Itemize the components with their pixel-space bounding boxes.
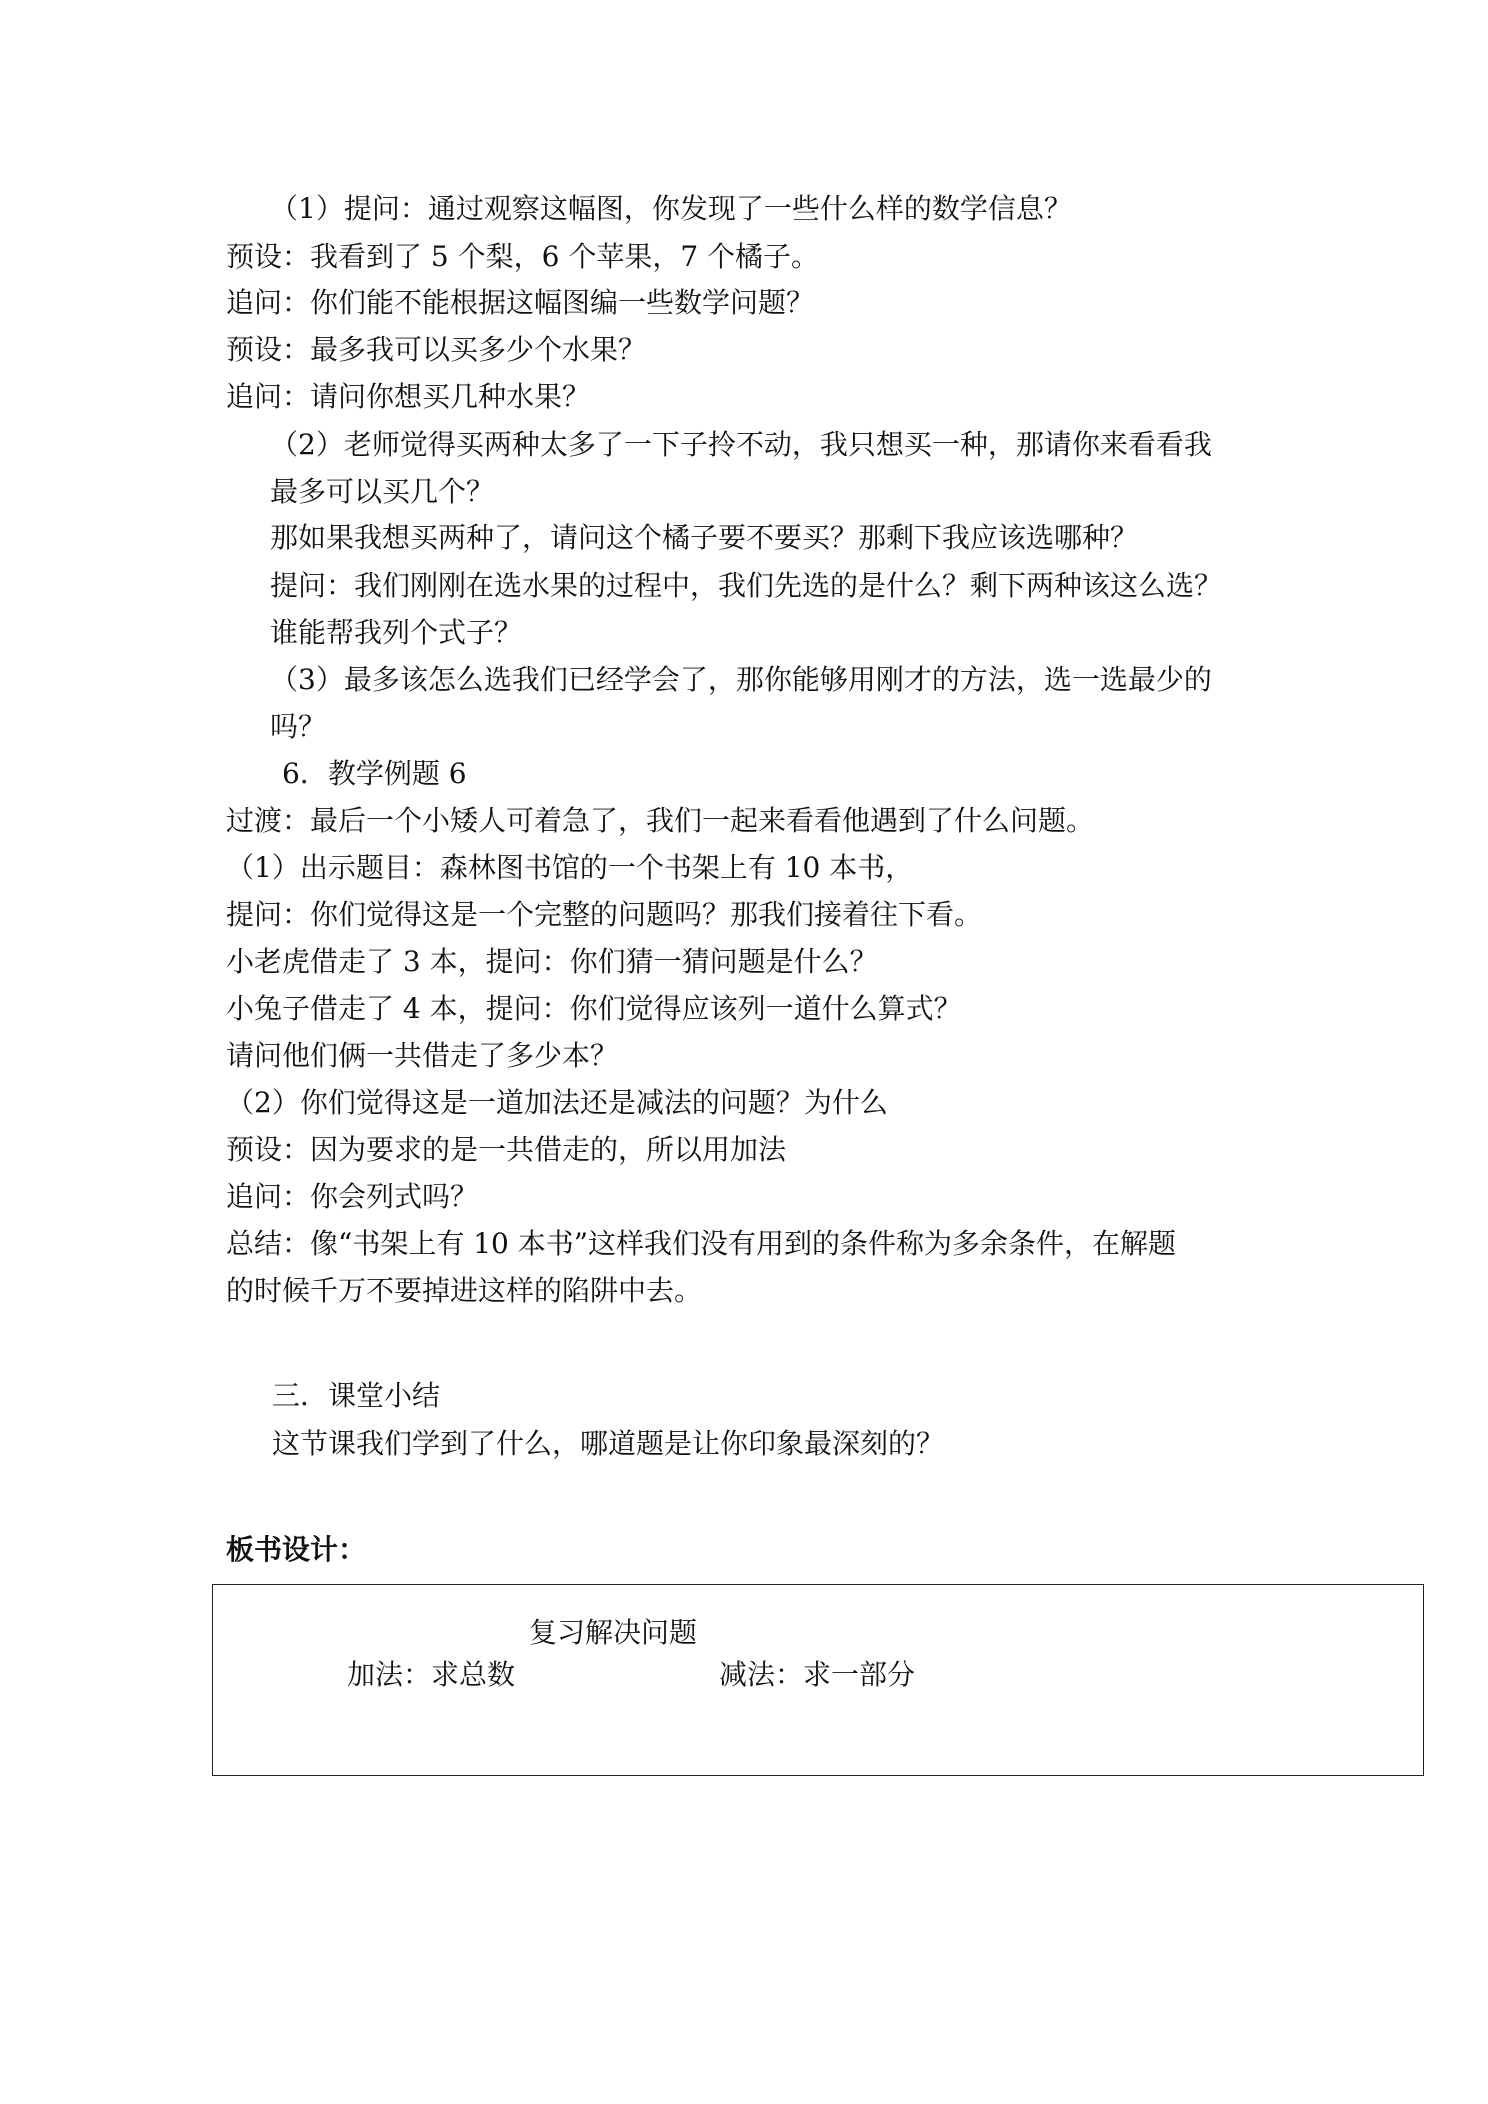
text-line: 请问他们俩一共借走了多少本？: [226, 1039, 619, 1072]
board-design-box: [212, 1584, 1424, 1776]
text-line: 追问：请问你想买几种水果？: [226, 380, 591, 413]
text-line: 预设：因为要求的是一共借走的，所以用加法: [226, 1133, 787, 1166]
text-line: 小老虎借走了 3 本，提问：你们猜一猜问题是什么？: [226, 945, 878, 978]
text-line: 那如果我想买两种了，请问这个橘子要不要买？那剩下我应该选哪种？: [270, 521, 1139, 554]
text-line: 吗？: [270, 710, 327, 743]
text-line: 最多可以买几个？: [270, 475, 495, 508]
board-design-label: 板书设计：: [226, 1533, 367, 1566]
text-line: 预设：我看到了 5 个梨，6 个苹果，7 个橘子。: [226, 240, 820, 273]
text-line: （2）老师觉得买两种太多了一下子拎不动，我只想买一种，那请你来看看我: [270, 428, 1212, 461]
text-line: 预设：最多我可以买多少个水果？: [226, 333, 647, 366]
text-line: 总结：像“书架上有 10 本书”这样我们没有用到的条件称为多余条件，在解题: [226, 1227, 1177, 1260]
board-addition: 加法：求总数: [347, 1658, 516, 1691]
text-line: 提问：你们觉得这是一个完整的问题吗？那我们接着往下看。: [226, 898, 983, 931]
text-line: 过渡：最后一个小矮人可着急了，我们一起来看看他遇到了什么问题。: [226, 804, 1095, 837]
text-line: （3）最多该怎么选我们已经学会了，那你能够用刚才的方法，选一选最少的: [270, 663, 1212, 696]
text-line: 谁能帮我列个式子？: [270, 616, 523, 649]
board-subtraction: 减法：求一部分: [719, 1658, 916, 1691]
text-line: 这节课我们学到了什么，哪道题是让你印象最深刻的？: [272, 1427, 945, 1460]
text-line: （1）提问：通过观察这幅图，你发现了一些什么样的数学信息？: [270, 192, 1072, 225]
text-line: （1）出示题目：森林图书馆的一个书架上有 10 本书，: [226, 851, 914, 884]
section-heading: 6．教学例题 6: [282, 757, 467, 790]
section-heading: 三．课堂小结: [272, 1379, 441, 1412]
text-line: 小兔子借走了 4 本，提问：你们觉得应该列一道什么算式？: [226, 992, 962, 1025]
board-title: 复习解决问题: [529, 1616, 698, 1649]
text-line: 追问：你会列式吗？: [226, 1180, 479, 1213]
text-line: 提问：我们刚刚在选水果的过程中，我们先选的是什么？剩下两种该这么选？: [270, 569, 1223, 602]
text-line: 追问：你们能不能根据这幅图编一些数学问题？: [226, 286, 815, 319]
text-line: （2）你们觉得这是一道加法还是减法的问题？为什么: [226, 1086, 888, 1119]
text-line: 的时候千万不要掉进这样的陷阱中去。: [226, 1274, 703, 1307]
